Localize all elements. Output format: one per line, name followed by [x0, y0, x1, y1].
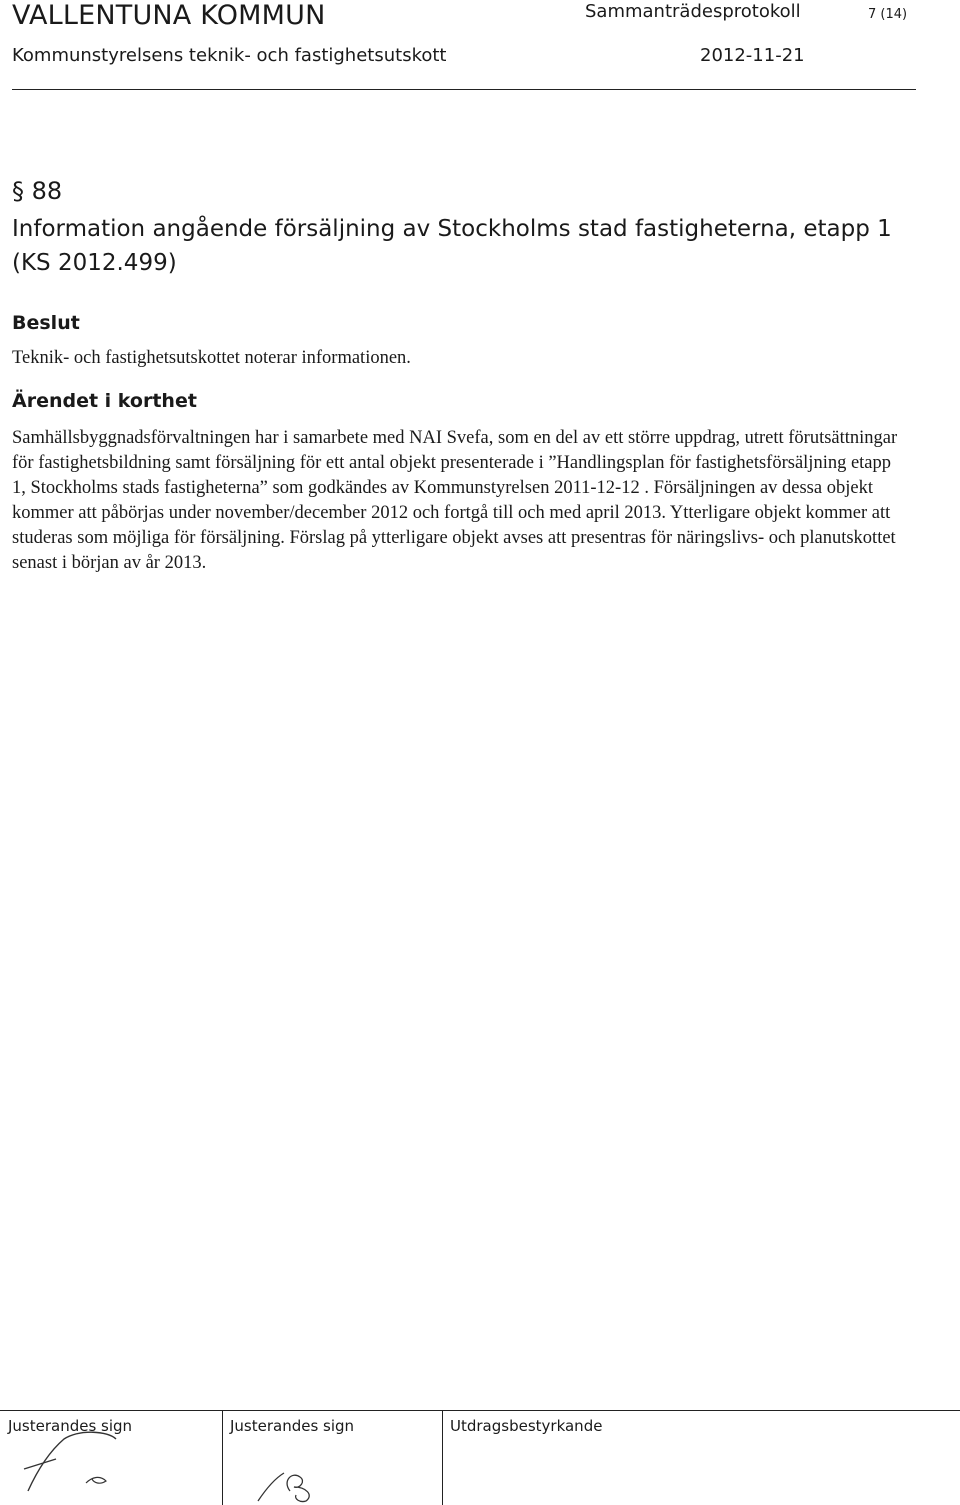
page-number: 7 (14) [868, 7, 908, 22]
decision-heading: Beslut [12, 312, 80, 334]
signature-scribble [20, 1429, 160, 1501]
decision-text: Teknik- och fastighetsutskottet noterar informationen. [12, 348, 411, 368]
signature-table [0, 1410, 960, 1505]
organization-name: VALLENTUNA KOMMUN [12, 0, 326, 31]
summary-body: Samhällsbyggnadsförvaltningen har i samarbete med NAI Svefa, som en del av ett större uppdrag, utrett förutsättningar för fastighetsbildning samt försäljning för ett antal objekt presenterade i ”Handlingsplan för fastighetsförsäljning etapp 1, Stockholms stads fastigheterna” som godkändes av Kommunstyrelsen 2011-12-12 . Försäljningen av dessa objekt kommer att påbörjas under november/december 2012 och fortgå till och med april 2013. Ytterligare objekt kommer att studeras som möjliga för försäljning. Förslag på ytterligare objekt avses att presentras för näringslivs- och planutskottet senast i början av år 2013. [12, 428, 898, 573]
signature-box-label: Justerandes sign [230, 1417, 355, 1435]
meeting-date: 2012-11-21 [700, 45, 805, 66]
signature-scribble [252, 1451, 342, 1505]
document-type: Sammanträdesprotokoll [585, 1, 801, 22]
summary-heading: Ärendet i korthet [12, 390, 197, 412]
signature-box-1 [0, 1411, 222, 1505]
signature-box-2 [222, 1411, 442, 1505]
signature-box-3 [442, 1411, 960, 1505]
section-title: Information angående försäljning av Stockholms stad fastigheterna, etapp 1 (KS 2012.499) [12, 216, 892, 276]
header-divider [12, 89, 916, 90]
signature-box-label: Utdragsbestyrkande [450, 1417, 603, 1435]
section-number: § 88 [12, 177, 63, 205]
committee-name: Kommunstyrelsens teknik- och fastighetsutskott [12, 45, 447, 66]
signature-box-label: Justerandes sign [8, 1417, 133, 1435]
